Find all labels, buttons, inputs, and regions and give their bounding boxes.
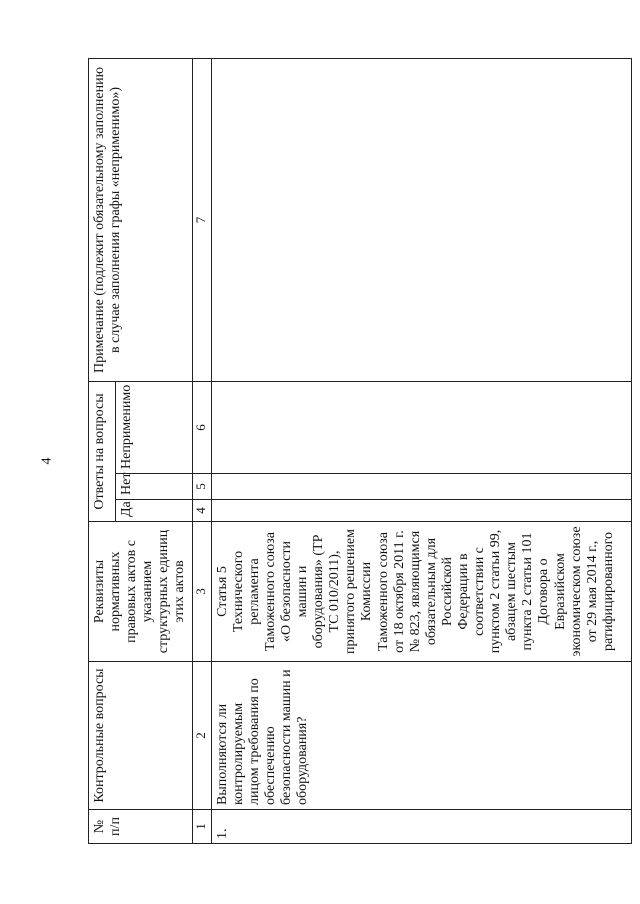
index-cell: 5 — [192, 474, 211, 500]
header-requisites: Реквизиты нормативных правовых актов с указанием структурных единиц этих актов — [89, 522, 193, 662]
row-requisites: Статья 5 Технического регламента Таможенного союза «О безопасности машин и оборудования» (ТР ТС 010/2011), принятого решением Комиссии Таможенного союза от 18 октября 2011 г. № 823, являющимся обязательным для Российской Федерации в соответствии с пунктом 2 статьи 99, абзацем шестым пункта 2 статьи 101 Договора о Евразийском экономическом союзе от 29 мая 2014 г., ратифицированного — [211, 522, 631, 662]
index-cell: 6 — [192, 381, 211, 473]
index-cell: 2 — [192, 662, 211, 810]
header-num: № п/п — [89, 810, 193, 844]
index-cell: 7 — [192, 59, 211, 382]
answer-na-cell[interactable] — [211, 381, 631, 473]
index-cell: 3 — [192, 522, 211, 662]
header-note: Примечание (подлежит обязательному заполнению в случае заполнения графы «неприменимо») — [89, 59, 193, 382]
answer-no-cell[interactable] — [211, 474, 631, 500]
page-number: 4 — [39, 457, 55, 465]
header-no: Нет — [116, 474, 192, 500]
row-question: Выполняются ли контролируемым лицом требования по обеспечению безопасности машин и оборудования? — [211, 662, 631, 810]
table-row — [211, 59, 631, 844]
checklist-table-frame — [88, 58, 632, 844]
index-cell: 4 — [192, 500, 211, 522]
header-questions: Контрольные вопросы — [89, 662, 193, 810]
index-cell: 1 — [192, 810, 211, 844]
note-cell[interactable] — [211, 59, 631, 382]
checklist-table — [88, 58, 632, 844]
header-na: Неприменимо — [116, 381, 192, 473]
header-answers: Ответы на вопросы — [89, 381, 116, 521]
header-yes: Да — [116, 500, 192, 522]
answer-yes-cell[interactable] — [211, 500, 631, 522]
row-num: 1. — [211, 810, 631, 844]
